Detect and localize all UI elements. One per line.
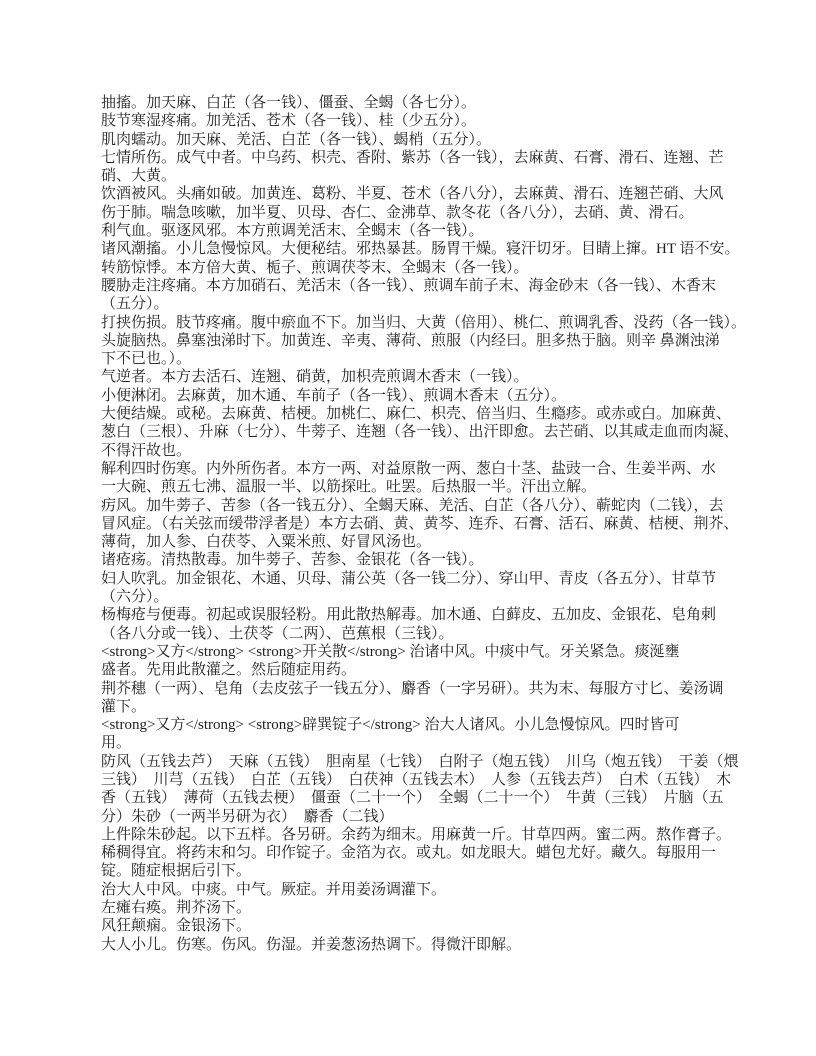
- text-line: 冒风症。（右关弦而缓带浮者是）本方去硝、黄、黄芩、连乔、石膏、活石、麻黄、桔梗、荆芥、: [101, 515, 739, 532]
- text-line: <strong>又方</strong> <strong>开关散</strong> 治诸中风。中痰中气。牙关紧急。痰涎壅: [101, 643, 680, 660]
- text-line: 下不已也。）。: [101, 351, 192, 368]
- text-line: 大便结燥。或秘。去麻黄、桔梗。加桃仁、麻仁、枳壳、倍当归、生瘾疹。或赤或白。加麻黄、: [101, 406, 732, 423]
- text-line: 风狂颠痫。金银汤下。: [101, 918, 252, 935]
- text-line: （六分）。: [101, 589, 169, 606]
- text-line: 硝、大黄。: [101, 168, 177, 185]
- text-line: 疠风。加牛蒡子、苦参（各一钱五分）、全蝎天麻、羌活、白芷（各八分）、蕲蛇肉（二钱），去: [101, 497, 724, 514]
- text-line: 伤于肺。喘急咳嗽，加半夏、贝母、杏仁、金沸草、款冬花（各八分），去硝、黄、滑石。: [101, 204, 694, 221]
- text-line: 上件除朱砂起。以下五样。各另研。余药为细末。用麻黄一斤。甘草四两。蜜二两。熬作膏子。: [101, 826, 732, 843]
- text-line: 诸疮疡。清热散毒。加牛蒡子、苦参、金银花（各一钱）。: [101, 552, 484, 569]
- text-line: 七情所伤。成气中者。中乌药、枳壳、香附、紫苏（各一钱），去麻黄、石膏、滑石、连翘、芒: [101, 149, 724, 166]
- text-line: 杨梅疮与便毒。初起或误服轻粉。用此散热解毒。加木通、白藓皮、五加皮、金银花、皂角刺: [101, 607, 717, 624]
- text-line: 诸风潮搐。小儿急慢惊风。大便秘结。邪热暴甚。肠胃干燥。寝汗切牙。目睛上撺。HT 语不安。: [101, 241, 740, 258]
- text-line: 三钱） 川芎（五钱） 白芷（五钱） 白茯神（五钱去木） 人参（五钱去芦） 白术（五钱） 木: [101, 771, 732, 788]
- text-line: （各八分或一钱）、土茯苓（二两）、芭蕉根（三钱）。: [101, 625, 454, 642]
- text-line: （五分）。: [101, 296, 169, 313]
- text-line: 气逆者。本方去活石、连翘、硝黄，加枳壳煎调木香末（一钱）。: [101, 369, 529, 386]
- text-line: 大人小儿。伤寒。伤风。伤湿。并姜葱汤热调下。得微汗即解。: [101, 936, 522, 953]
- text-line: 防风（五钱去芦） 天麻（五钱） 胆南星（七钱） 白附子（炮五钱） 川乌（炮五钱） 干姜（煨: [101, 753, 739, 770]
- text-line: 不得汗故也。: [101, 442, 192, 459]
- text-line: 饮酒被风。头痛如破。加黄连、葛粉、半夏、苍术（各八分），去麻黄、滑石、连翘芒硝、大风: [101, 186, 724, 203]
- text-line: 腰胁走注疼痛。本方加硝石、羌活末（各一钱）、煎调车前子末、海金砂末（各一钱）、木香末: [101, 277, 717, 294]
- text-line: 妇人吹乳。加金银花、木通、贝母、蒲公英（各一钱二分）、穿山甲、青皮（各五分）、甘草节: [101, 570, 717, 587]
- text-line: 肢节寒湿疼痛。加羌活、苍术（各一钱）、桂（少五分）。: [101, 113, 477, 130]
- text-line: 薄荷，加人参、白茯苓、入粟米煎、好冒风汤也。: [101, 534, 432, 551]
- text-line: 盛者。先用此散灌之。然后随症用药。: [101, 662, 357, 679]
- text-line: 抽搐。加天麻、白芷（各一钱）、僵蚕、全蝎（各七分）。: [101, 95, 477, 111]
- text-line: 转筋惊悸。本方倍大黄、栀子、煎调茯苓末、全蝎末（各一钱）。: [101, 259, 529, 276]
- document-text-block: [101, 94, 747, 954]
- text-line: 荆芥穗（一两）、皂角（去皮弦子一钱五分）、麝香（一字另研）。共为末、每服方寸匕、姜汤调: [101, 680, 724, 697]
- text-line: 治大人中风。中痰。中气。厥症。并用姜汤调灌下。: [101, 881, 447, 898]
- text-line: 葱白（三根）、升麻（七分）、牛蒡子、连翘（各一钱）、出汗即愈。去芒硝、以其咸走血而肉凝、: [101, 424, 739, 441]
- text-line: 利气血。驱逐风邪。本方煎调羌活末、全蝎末（各一钱）。: [101, 223, 484, 240]
- text-line: 肌肉蠕动。加天麻、羌活、白芷（各一钱）、蝎梢（五分）。: [101, 131, 492, 148]
- text-line: <strong>又方</strong> <strong>辟巽锭子</strong> 治大人诸风。小儿急慢惊风。四时皆可: [101, 717, 680, 734]
- text-line: 打挟伤损。肢节疼痛。腹中瘀血不下。加当归、大黄（倍用）、桃仁、煎调乳香、没药（各一钱）。: [101, 314, 747, 331]
- text-line: 小便淋闭。去麻黄，加木通、车前子（各一钱）、煎调木香末（五分）。: [101, 387, 567, 404]
- text-line: 香（五钱） 薄荷（五钱去梗） 僵蚕（二十一个） 全蝎（二十一个） 牛黄（三钱） 片脑（五: [101, 790, 724, 807]
- text-line: 稀稠得宜。将药末和匀。印作锭子。金箔为衣。或丸。如龙眼大。蜡包尤好。藏久。每服用一: [101, 845, 717, 862]
- text-line: 头旋脑热。鼻塞浊涕时下。加黄连、辛夷、薄荷、煎服（内经曰。胆多热于脑。则辛 鼻渊浊涕: [101, 332, 720, 349]
- text-line: 左瘫右痪。荆芥汤下。: [101, 900, 252, 917]
- text-line: 灌下。: [101, 698, 147, 715]
- text-line: 解利四时伤寒。内外所伤者。本方一两、对益原散一两、葱白十茎、盐豉一合、生姜半两、水: [101, 460, 717, 477]
- text-line: 分）朱砂（一两半另研为衣） 麝香（二钱）: [101, 808, 394, 825]
- text-line: 一大碗、煎五七沸、温服一半、以筋探吐。吐罢。后热服一半。汗出立解。: [101, 479, 597, 496]
- text-line: 用。: [101, 735, 132, 752]
- text-line: 锭。随症根据后引下。: [101, 863, 252, 880]
